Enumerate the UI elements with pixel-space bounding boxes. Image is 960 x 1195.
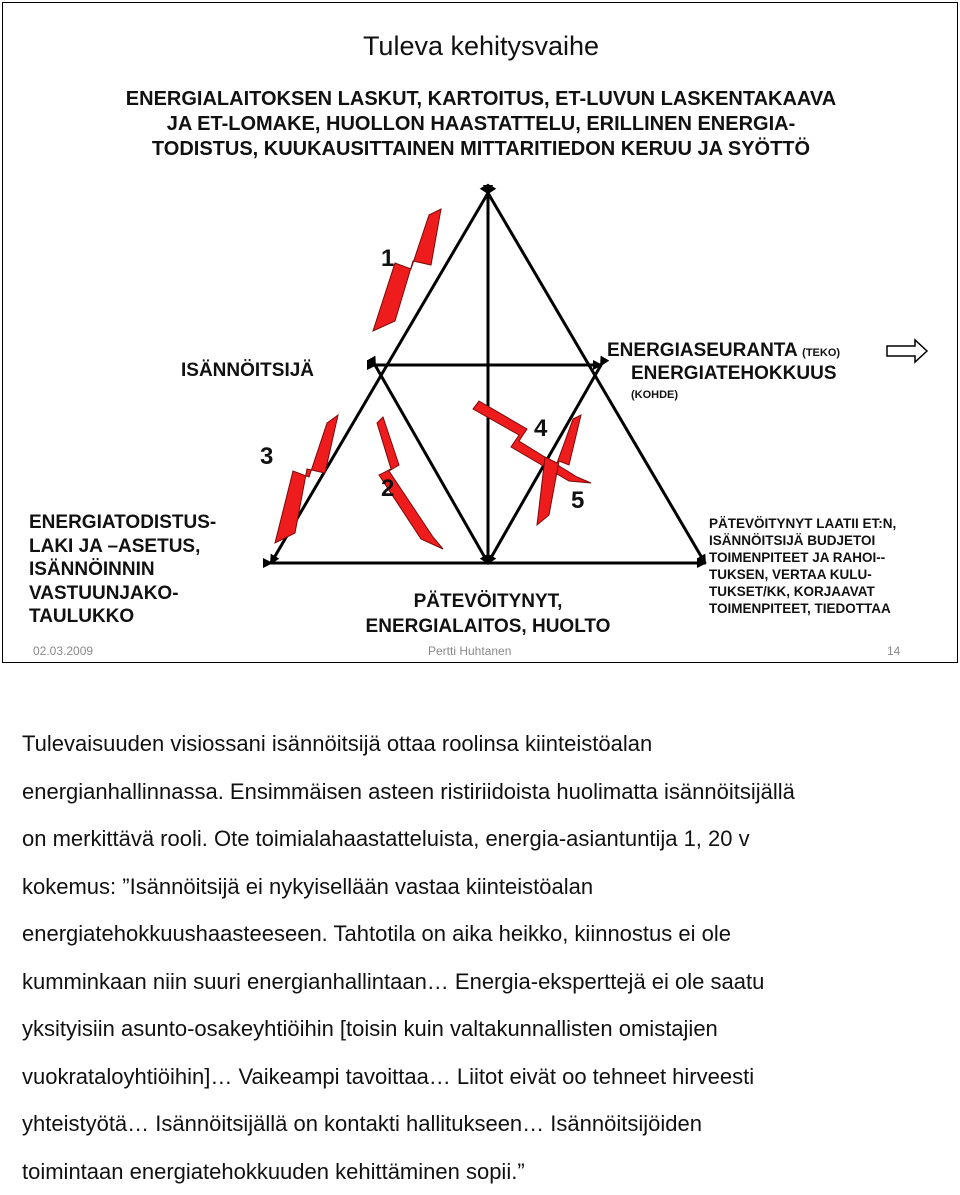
right-block-line: PÄTEVÖITYNYT LAATII ET:N, [709,515,896,532]
body-paragraph [22,720,942,1195]
subtitle-line: ENERGIALAITOKSEN LASKUT, KARTOITUS, ET-LUVUN LASKENTAKAAVA [43,87,919,112]
left-block-line: LAKI JA –ASETUS, [29,535,216,559]
slide [2,2,958,663]
slide-subtitle [43,87,919,162]
number-2-label: 2 [381,475,394,503]
left-block-line: ENERGIATODISTUS- [29,511,216,535]
body-line: Tulevaisuuden visiossani isännöitsijä ottaa roolinsa kiinteistöalan [22,720,942,768]
center-block [333,589,643,639]
left-block-line: VASTUUNJAKO- [29,582,216,606]
left-block-line: TAULUKKO [29,605,216,629]
body-line: on merkittävä rooli. Ote toimialahaastatteluista, energia-asiantuntija 1, 20 v [22,815,942,863]
slide-title: Tuleva kehitysvaihe [3,31,959,62]
body-line: energiatehokkuushaasteeseen. Tahtotila on aika heikko, kiinnostus ei ole [22,910,942,958]
kohde-label: (KOHDE) [631,389,678,401]
body-line: yksityisiin asunto-osakeyhtiöihin [toisin kuin valtakunnallisten omistajien [22,1005,942,1053]
footer-author: Pertti Huhtanen [428,644,511,658]
number-3-label: 3 [260,443,273,471]
footer-date: 02.03.2009 [33,644,93,658]
right-block-line: TOIMENPITEET, TIEDOTTAA [709,600,896,617]
left-block [29,511,216,629]
right-block-line: TOIMENPITEET JA RAHOI-- [709,549,896,566]
subtitle-line: TODISTUS, KUUKAUSITTAINEN MITTARITIEDON KERUU JA SYÖTTÖ [43,137,919,162]
body-line: yhteistyötä… Isännöitsijällä on kontakti hallitukseen… Isännöitsijöiden [22,1100,942,1148]
lightning-bolt-3-icon [275,415,338,543]
number-5-label: 5 [571,487,584,515]
center-block-line: ENERGIALAITOS, HUOLTO [333,614,643,639]
left-block-line: ISÄNNÖINNIN [29,558,216,582]
body-line: kumminkaan niin suuri energianhallintaan… Energia-eksperttejä ei ole saatu [22,958,942,1006]
energiatehokkuus-label: ENERGIATEHOKKUUS [631,363,837,384]
body-line: energianhallinnassa. Ensimmäisen asteen ristiriidoista huolimatta isännöitsijällä [22,768,942,816]
right-block-line: ISÄNNÖITSIJÄ BUDJETOI [709,532,896,549]
right-block-line: TUKSEN, VERTAA KULU- [709,566,896,583]
number-1-label: 1 [381,245,394,273]
center-block-line: PÄTEVÖITYNYT, [333,589,643,614]
body-line: kokemus: ”Isännöitsijä ei nykyisellään vastaa kiinteistöalan [22,863,942,911]
energiaseuranta-block [607,339,887,403]
teko-label: (TEKO) [802,347,840,359]
energiaseuranta-label: ENERGIASEURANTA [607,340,798,361]
number-4-label: 4 [534,415,547,443]
right-block [709,515,896,617]
body-line: toimintaan energiatehokkuuden kehittäminen sopii.” [22,1148,942,1195]
outline-arrow-icon [887,340,927,362]
right-block-line: TUKSET/KK, KORJAAVAT [709,583,896,600]
footer-page-number: 14 [887,644,900,658]
body-line: vuokrataloyhtiöihin]… Vaikeampi tavoittaa… Liitot eivät oo tehneet hirveesti [22,1053,942,1101]
subtitle-line: JA ET-LOMAKE, HUOLLON HAASTATTELU, ERILLINEN ENERGIA- [43,112,919,137]
isannoitsija-label: ISÄNNÖITSIJÄ [181,359,314,382]
